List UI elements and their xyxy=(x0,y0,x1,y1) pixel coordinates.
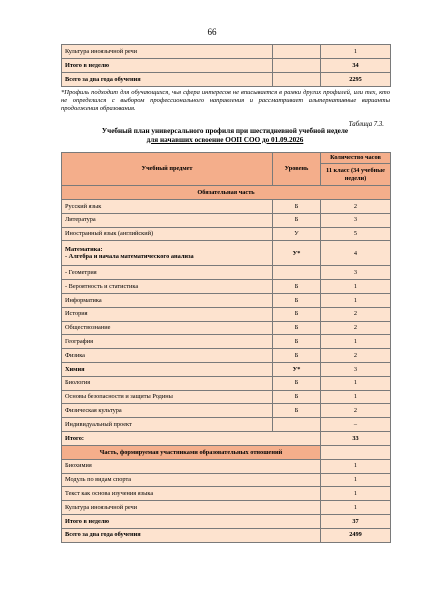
top-table-row xyxy=(62,73,391,87)
hours-cell: 4 xyxy=(321,241,391,266)
hours-cell: 1 xyxy=(321,376,391,390)
hours-cell: 3 xyxy=(321,266,391,280)
table-row xyxy=(62,241,391,266)
section-optional: Часть, формируемая участниками образовательных отношений xyxy=(62,445,321,459)
subject-cell: Физика xyxy=(62,349,273,363)
subject-cell: Литература xyxy=(62,213,273,227)
table-row xyxy=(62,293,391,307)
level-cell: Б xyxy=(273,390,321,404)
hours-cell: 1 xyxy=(321,293,391,307)
subject-cell: Русский язык xyxy=(62,200,273,214)
table-row xyxy=(62,213,391,227)
curriculum-table xyxy=(61,152,391,543)
level-cell xyxy=(273,418,321,432)
hours-cell: 2 xyxy=(321,321,391,335)
hours-cell: – xyxy=(321,418,391,432)
level-cell: Б xyxy=(273,335,321,349)
subject-cell: Модуль по видам спорта xyxy=(62,473,321,487)
header-subject: Учебный предмет xyxy=(62,153,273,186)
footnote: *Профиль подходит для обучающихся, чья сфера интересов не вписывается в рамки других профилей, или тех, кто не определился с выбором профессионального направления и рассматривает альтернативные варианты продолжения образования. xyxy=(61,89,390,113)
hours-cell: 2 xyxy=(321,349,391,363)
table-row xyxy=(62,335,391,349)
subject-cell: Индивидуальный проект xyxy=(62,418,273,432)
page-number: 66 xyxy=(207,27,217,37)
subject-cell: - Геометрия xyxy=(62,266,273,280)
twoyear-total-row xyxy=(62,528,391,542)
table-row xyxy=(62,501,391,515)
subject-cell: Культура иноязычной речи xyxy=(62,501,321,515)
level-cell xyxy=(273,73,321,87)
total-value: 33 xyxy=(321,431,391,445)
subject-cell: - Вероятность и статистика xyxy=(62,280,273,294)
hours-cell: 2 xyxy=(321,307,391,321)
section-row-mandatory xyxy=(62,186,391,200)
empty-cell xyxy=(321,445,391,459)
subject-cell: Всего за два года обучения xyxy=(62,73,273,87)
caption-line-1: Учебный план универсального профиля при шестидневной учебной неделе xyxy=(101,127,349,135)
table-row xyxy=(62,362,391,376)
subject-subline: - Алгебра и начала математического анализа xyxy=(65,253,194,261)
hours-cell: 3 xyxy=(321,362,391,376)
subject-cell: География xyxy=(62,335,273,349)
table-row xyxy=(62,227,391,241)
level-cell: Б xyxy=(273,213,321,227)
twoyear-value: 2499 xyxy=(321,528,391,542)
hours-cell: 5 xyxy=(321,227,391,241)
hours-cell: 2 xyxy=(321,404,391,418)
caption-line-2: для начавших освоение ООП СОО до 01.09.2026 xyxy=(146,135,304,144)
section-mandatory: Обязательная часть xyxy=(62,186,391,200)
hours-cell: 2 xyxy=(321,200,391,214)
total-row xyxy=(62,431,391,445)
table-number: Таблица 7.3. xyxy=(348,121,384,128)
level-cell: Б xyxy=(273,307,321,321)
subject-cell: Основы безопасности и защиты Родины xyxy=(62,390,273,404)
hours-cell: 1 xyxy=(321,390,391,404)
twoyear-label: Всего за два года обучения xyxy=(62,528,321,542)
hours-cell: 1 xyxy=(321,459,391,473)
table-row xyxy=(62,459,391,473)
table-row xyxy=(62,307,391,321)
subject-cell: Обществознание xyxy=(62,321,273,335)
hours-cell: 3 xyxy=(321,213,391,227)
table-row xyxy=(62,200,391,214)
top-table xyxy=(61,44,391,87)
week-label: Итого в неделю xyxy=(62,514,321,528)
hours-cell: 2295 xyxy=(321,73,391,87)
table-caption xyxy=(60,127,390,144)
table-row xyxy=(62,376,391,390)
subject-cell: Информатика xyxy=(62,293,273,307)
table-row xyxy=(62,473,391,487)
table-row xyxy=(62,280,391,294)
hours-cell: 1 xyxy=(321,280,391,294)
section-row-optional xyxy=(62,445,391,459)
table-row xyxy=(62,349,391,363)
hours-cell: 1 xyxy=(321,45,391,59)
level-cell: У* xyxy=(273,241,321,266)
subject-cell: Биология xyxy=(62,376,273,390)
hours-cell: 1 xyxy=(321,487,391,501)
subject-cell xyxy=(62,241,273,266)
table-row xyxy=(62,418,391,432)
hours-cell: 1 xyxy=(321,473,391,487)
level-cell xyxy=(273,266,321,280)
subject-cell: Иностранный язык (английский) xyxy=(62,227,273,241)
level-cell: Б xyxy=(273,349,321,363)
header-hours-sub: 11 класс (34 учебные недели) xyxy=(321,164,391,186)
header-row xyxy=(62,153,391,164)
level-cell: У xyxy=(273,227,321,241)
level-cell: Б xyxy=(273,280,321,294)
level-cell: У* xyxy=(273,362,321,376)
level-cell: Б xyxy=(273,293,321,307)
week-total-row xyxy=(62,514,391,528)
subject-cell: Физическая культура xyxy=(62,404,273,418)
top-table-row xyxy=(62,45,391,59)
subject-cell: Биохимия xyxy=(62,459,321,473)
subject-cell: Текст как основа изучения языка xyxy=(62,487,321,501)
level-cell: Б xyxy=(273,200,321,214)
level-cell: Б xyxy=(273,321,321,335)
subject-cell: История xyxy=(62,307,273,321)
table-row xyxy=(62,266,391,280)
table-row xyxy=(62,404,391,418)
week-value: 37 xyxy=(321,514,391,528)
header-hours-title: Количество часов xyxy=(321,153,391,164)
level-cell xyxy=(273,59,321,73)
hours-cell: 34 xyxy=(321,59,391,73)
header-level: Уровень xyxy=(273,153,321,186)
hours-cell: 1 xyxy=(321,335,391,349)
subject-cell: Химия xyxy=(62,362,273,376)
table-row xyxy=(62,390,391,404)
level-cell xyxy=(273,45,321,59)
subject-line: Математика: xyxy=(65,245,103,253)
top-table-row xyxy=(62,59,391,73)
level-cell: Б xyxy=(273,376,321,390)
total-label: Итого: xyxy=(62,431,321,445)
subject-cell: Культура иноязычной речи xyxy=(62,45,273,59)
table-row xyxy=(62,321,391,335)
table-row xyxy=(62,487,391,501)
subject-cell: Итого в неделю xyxy=(62,59,273,73)
level-cell: Б xyxy=(273,404,321,418)
hours-cell: 1 xyxy=(321,501,391,515)
